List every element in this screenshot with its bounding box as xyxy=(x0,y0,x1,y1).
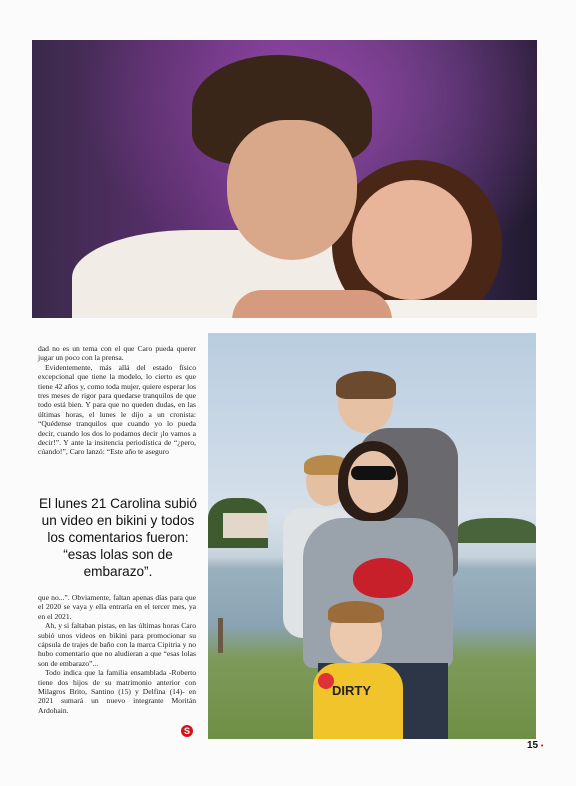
woman-face xyxy=(352,180,472,300)
end-of-article-icon: S xyxy=(181,725,193,737)
house xyxy=(223,513,268,538)
tall-boy-hair xyxy=(336,371,396,399)
mother-face xyxy=(348,451,398,513)
paragraph: dad no es un tema con el que Caro pueda querer jugar un poco con la prensa. xyxy=(38,344,196,363)
little-boy-hair xyxy=(328,601,384,623)
paragraph: Todo indica que la familia ensamblada -Roberto tiene dos hijos de su matrimonio anterior con Milagros Brito, Santino (15) y Delfina (14)- en 2021 sumará un nuevo integrante Moritán Ardohain. xyxy=(38,668,196,715)
pull-quote: El lunes 21 Carolina subió un video en bikini y todos los comentarios fueron: “esas lolas son de embarazo”. xyxy=(39,496,197,579)
family-photo xyxy=(208,333,536,739)
man-arm xyxy=(232,290,392,318)
sunglasses-icon xyxy=(351,466,396,480)
page-number-value: 15 xyxy=(527,740,539,751)
kid-shirt-text: DIRTY xyxy=(332,683,371,698)
article-column-top xyxy=(38,344,196,457)
page-number xyxy=(527,740,543,751)
tongue-logo-icon xyxy=(353,558,413,598)
couple-photo xyxy=(32,40,537,318)
paragraph: Ah, y si faltaban pistas, en las últimas horas Caro subió unos videos en bikini para promocionar su cápsula de trajes de baño con la marca Cipitria y no hubo comentario que no aludieran a que “esas lolas son de embarazo”... xyxy=(38,621,196,668)
lollipop-icon xyxy=(318,673,334,689)
trees-right xyxy=(458,518,536,543)
article-column-bottom xyxy=(38,593,196,715)
paragraph: que no...”. Obviamente, faltan apenas días para que el 2020 se vaya y ella entraría en el tercer mes, ya en el 2021. xyxy=(38,593,196,621)
man-face xyxy=(227,120,357,260)
paragraph: Evidentemente, más allá del estado físico excepcional que tiene la modelo, lo cierto es que tiene 42 años y, como toda mujer, quiere esperar los tres meses de rigor para quedarse tranquilos de que todo está bien. Y para que no queden dudas, en las últimas horas, el lunes le dijo a un cronista: “Quédense tranquilos que cuando yo lo pueda decir, cuando los dos lo podamos decir ¡lo vamos a decir!”. Y ante la insitencia periodística de “¿pero, cúando!”, Caro lanzó: “Este año te aseguro xyxy=(38,362,196,457)
page-marker-icon: • xyxy=(540,743,544,750)
woman-shirt xyxy=(372,300,537,318)
fence-post xyxy=(218,618,223,653)
